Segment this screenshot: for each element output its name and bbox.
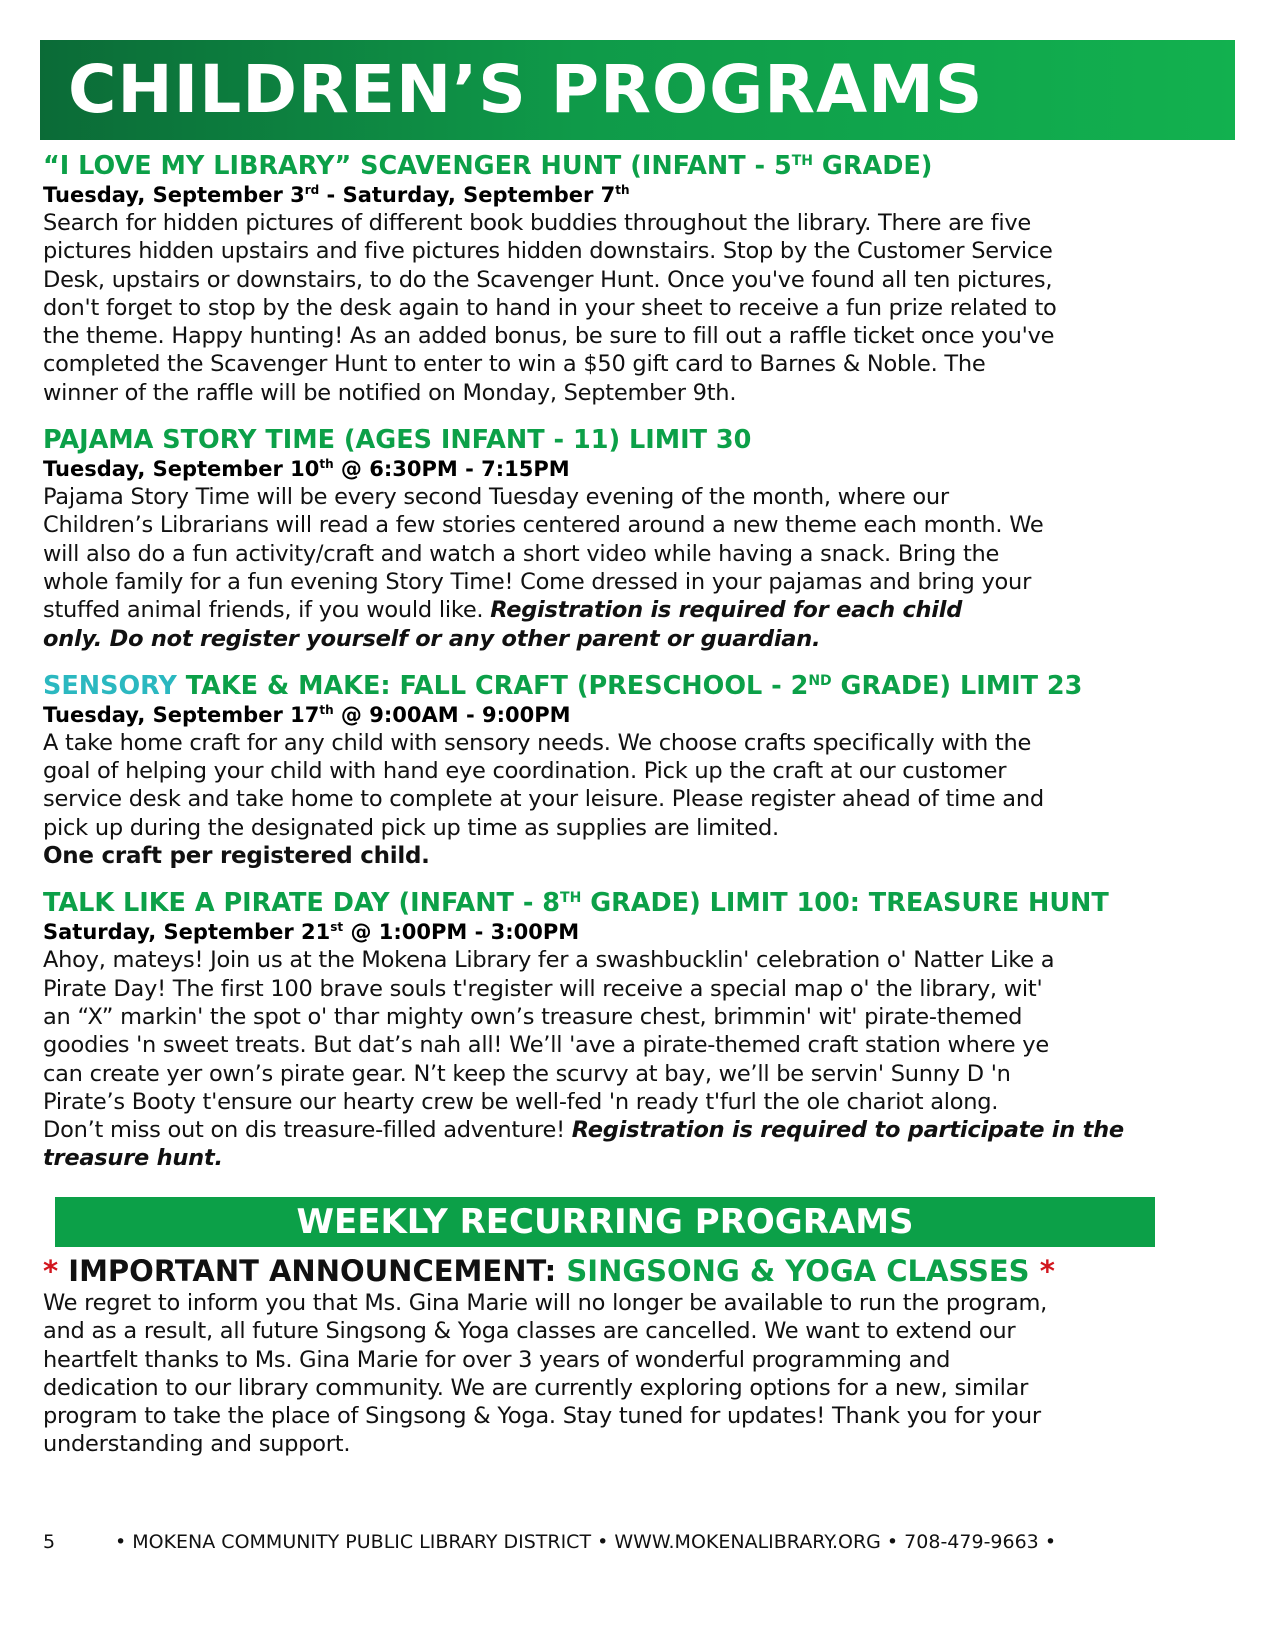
important-announcement	[43, 1253, 1238, 1459]
asterisk-icon: *	[1039, 1254, 1055, 1288]
program-title: SENSORY TAKE & MAKE: FALL CRAFT (PRESCHOOL - 2ND GRADE) LIMIT 23	[43, 670, 1083, 701]
registration-note: Registration is required for each child	[490, 597, 963, 624]
program-description: Pajama Story Time will be every second Tuesday evening of the month, where our Children’s Librarians will read a few stories centered around a new theme each month. We will also do a fun activity/craft and watch a short video while having a snack. Bring the whole family for a fun evening Story Time! Come dressed in your pajamas and bring your stuffed animal friends, if you would like. Registration is required for each child only. Do not register yourself or any other parent or guardian.	[43, 483, 1238, 653]
program-title: “I LOVE MY LIBRARY” SCAVENGER HUNT (INFANT - 5TH GRADE)	[43, 151, 933, 181]
program-date: Tuesday, September 10th @ 6:30PM - 7:15PM	[43, 457, 570, 482]
program-description: A take home craft for any child with sensory needs. We choose crafts specifically with the goal of helping your child with hand eye coordination. Pick up the craft at our customer service desk and take home to complete at your leisure. Please register ahead of time and pick up during the designated pick up time as supplies are limited. One craft per registered child.	[43, 729, 1238, 870]
asterisk-icon: *	[43, 1254, 59, 1288]
craft-limit-note: One craft per registered child.	[43, 843, 430, 870]
program-date: Tuesday, September 17th @ 9:00AM - 9:00PM	[43, 702, 571, 727]
program-date: Saturday, September 21st @ 1:00PM - 3:00PM	[43, 920, 580, 945]
footer-contact: • MOKENA COMMUNITY PUBLIC LIBRARY DISTRICT • WWW.MOKENALIBRARY.ORG • 708-479-9663 •	[115, 1531, 1057, 1553]
program-pajama-story-time	[43, 424, 1238, 653]
program-sensory-take-make	[43, 670, 1238, 870]
announcement-title: * IMPORTANT ANNOUNCEMENT: SINGSONG & YOGA CLASSES *	[43, 1254, 1055, 1288]
registration-note: only. Do not register yourself or any other parent or guardian.	[43, 625, 821, 652]
announcement-body: We regret to inform you that Ms. Gina Marie will no longer be available to run the program, and as a result, all future Singsong & Yoga classes are cancelled. We want to extend our heartfelt thanks to Ms. Gina Marie for over 3 years of wonderful programming and dedication to our library community. We are currently exploring options for a new, similar program to take the place of Singsong & Yoga. Stay tuned for updates! Thank you for your understanding and support.	[43, 1290, 1048, 1458]
registration-note: Registration is required to participate in the	[571, 1117, 1124, 1144]
page-number: 5	[43, 1531, 56, 1553]
page-footer	[43, 1530, 1238, 1554]
program-pirate-day	[43, 887, 1238, 1172]
program-description: Ahoy, mateys! Join us at the Mokena Library fer a swashbucklin' celebration o' Natter Like a Pirate Day! The first 100 brave souls t'register will receive a special map o' the library, wit' an “X” markin' the spot o' thar mighty own’s treasure chest, brimmin' wit' pirate-themed goodies 'n sweet treats. But dat’s nah all! We’ll 'ave a pirate-themed craft station where ye can create yer own’s pirate gear. N’t keep the scurvy at bay, we’ll be servin' Sunny D 'n Pirate’s Booty t'ensure our hearty crew be well-fed 'n ready t'furl the ole chariot along. Don’t miss out on dis treasure-filled adventure! Registration is required to participate in the treasure hunt.	[43, 946, 1238, 1172]
programs-list	[43, 150, 1238, 1190]
program-description: Search for hidden pictures of different book buddies throughout the library. There are five pictures hidden upstairs and five pictures hidden downstairs. Stop by the Customer Service Desk, upstairs or downstairs, to do the Scavenger Hunt. Once you've found all ten pictures, don't forget to stop by the desk again to hand in your sheet to receive a fun prize related to the theme. Happy hunting! As an added bonus, be sure to fill out a raffle ticket once you've completed the Scavenger Hunt to enter to win a $50 gift card to Barnes & Noble. The winner of the raffle will be notified on Monday, September 9th.	[43, 210, 1057, 406]
header-banner	[40, 40, 1235, 140]
program-scavenger-hunt	[43, 150, 1238, 407]
weekly-programs-banner: WEEKLY RECURRING PROGRAMS	[55, 1197, 1155, 1247]
program-title: PAJAMA STORY TIME (AGES INFANT - 11) LIMIT 30	[43, 425, 752, 456]
program-title: TALK LIKE A PIRATE DAY (INFANT - 8TH GRADE) LIMIT 100: TREASURE HUNT	[43, 888, 1109, 919]
page-title: CHILDREN’S PROGRAMS	[68, 51, 984, 128]
program-date: Tuesday, September 3rd - Saturday, September 7th	[43, 183, 630, 207]
registration-note: treasure hunt.	[43, 1145, 223, 1172]
